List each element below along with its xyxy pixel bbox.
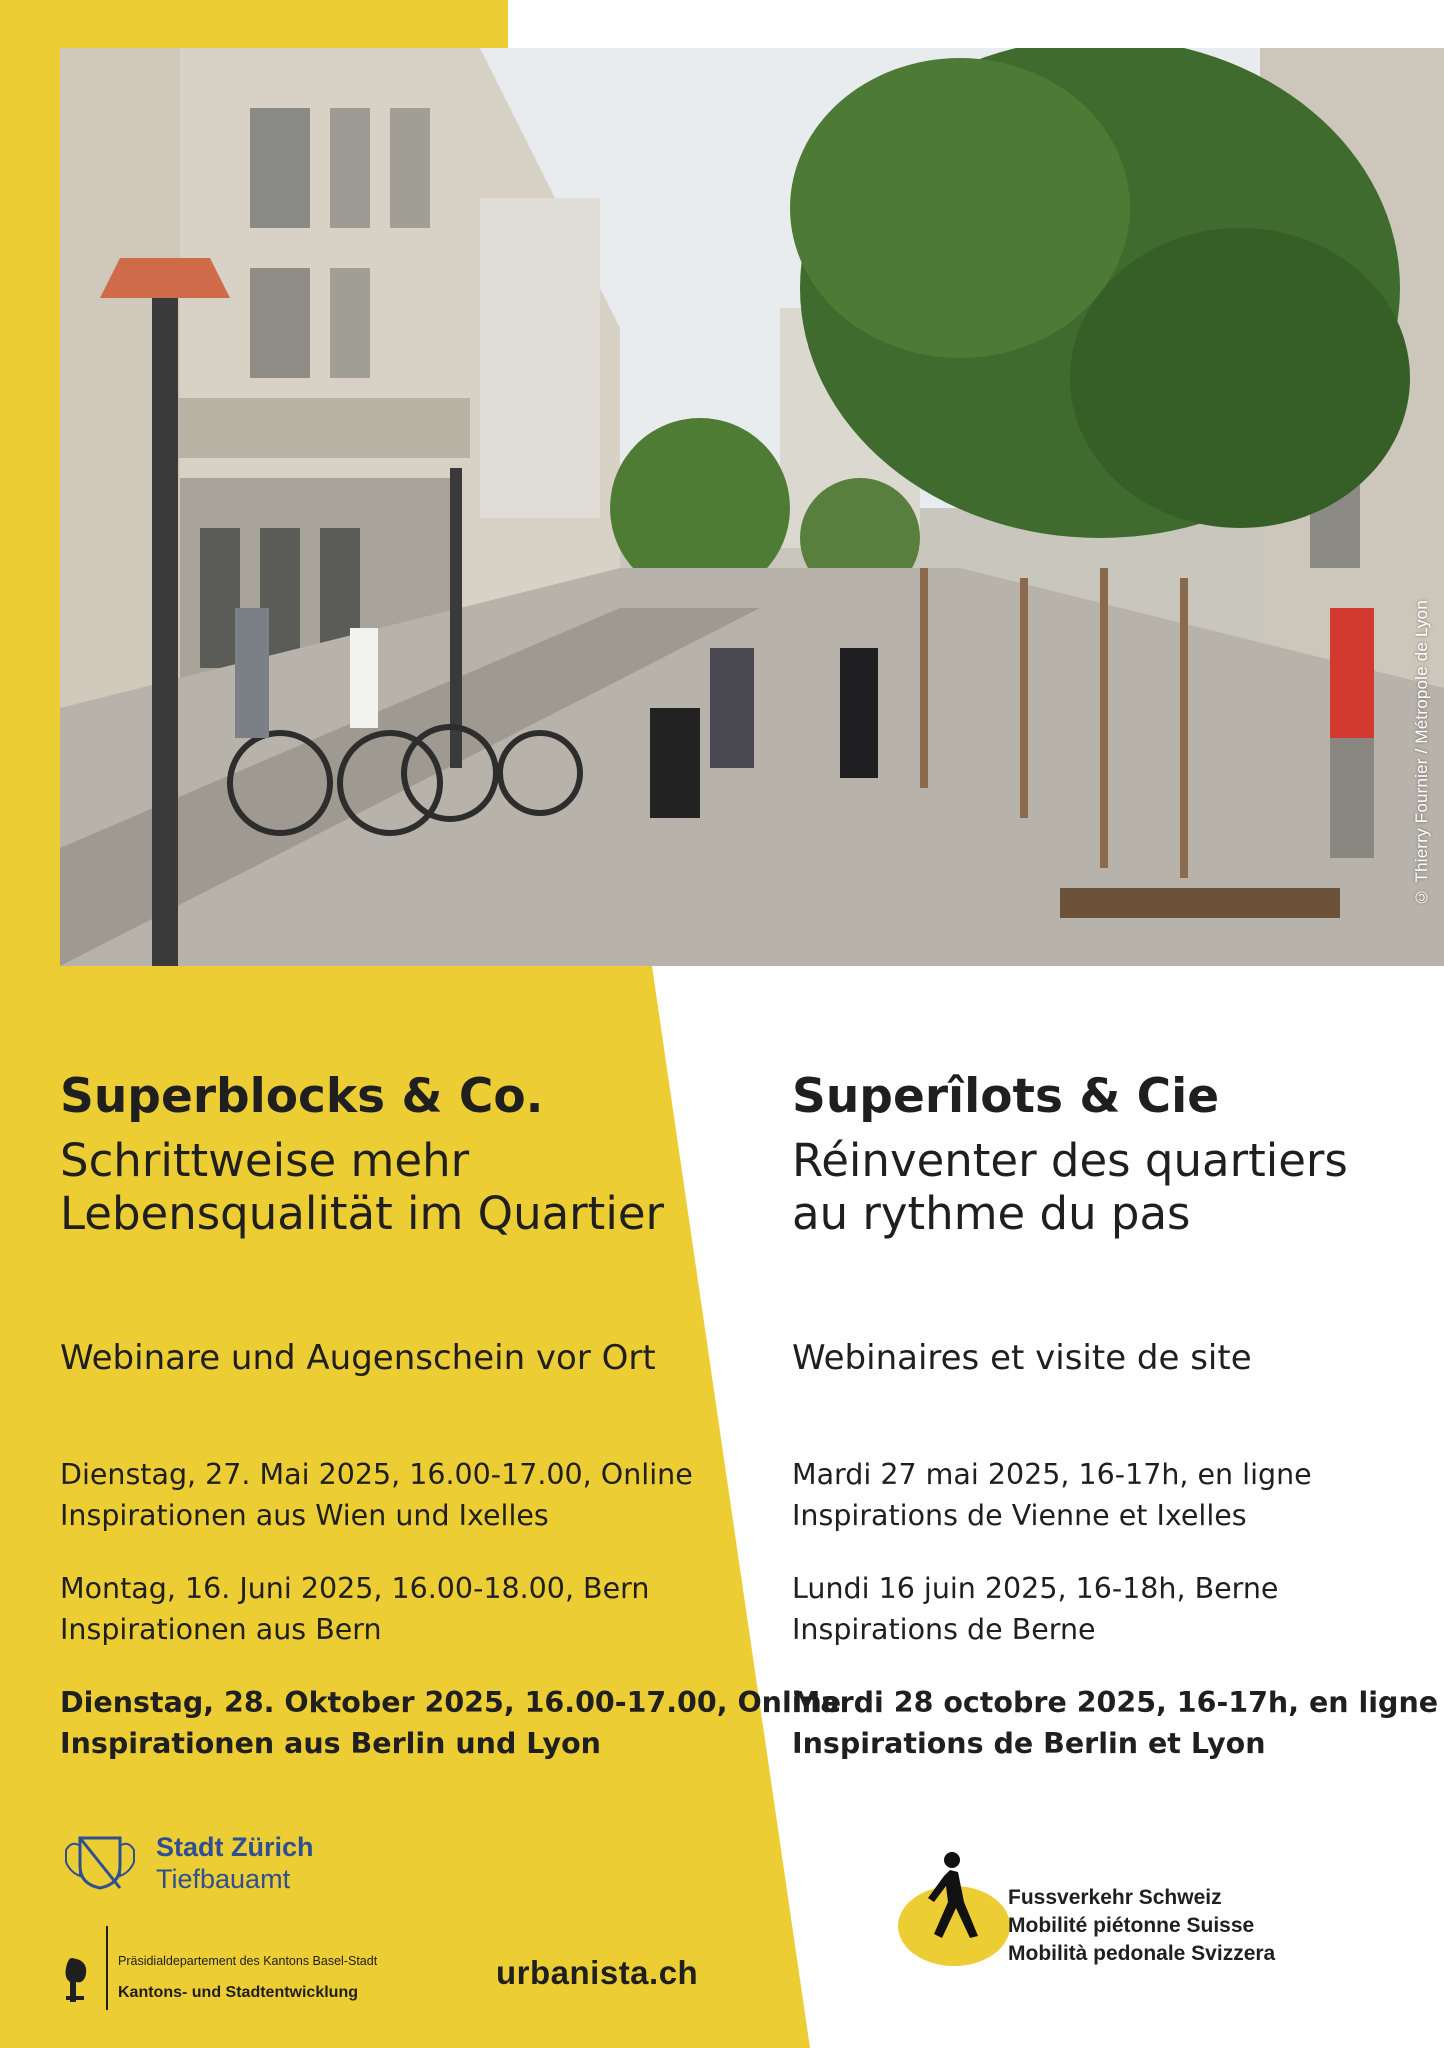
french-event-2 (792, 1568, 1278, 1650)
photo-credit: © Thierry Fournier / Métropole de Lyon (1412, 599, 1431, 906)
zurich-coat-of-arms-icon (60, 1832, 140, 1892)
fussverkehr-name-de: Fussverkehr Schweiz (1008, 1886, 1222, 1909)
fussverkehr-name-it: Mobilità pedonale Svizzera (1008, 1942, 1276, 1965)
german-event-2 (60, 1568, 649, 1650)
german-format: Webinare und Augenschein vor Ort (60, 1338, 656, 1378)
basel-department: Präsidialdepartement des Kantons Basel-Stadt (118, 1954, 378, 1968)
pedestrian-icon (894, 1846, 1024, 1966)
french-title: Superîlots & Cie (792, 1069, 1220, 1124)
german-event-1-date: Dienstag, 27. Mai 2025, 16.00-17.00, Online (60, 1458, 693, 1491)
german-event-3-date: Dienstag, 28. Oktober 2025, 16.00-17.00, Online (60, 1686, 842, 1719)
french-event-2-topic: Inspirations de Berne (792, 1613, 1096, 1646)
german-event-1-topic: Inspirationen aus Wien und Ixelles (60, 1499, 549, 1532)
german-event-1 (60, 1454, 693, 1536)
german-subtitle-line2: Lebensqualität im Quartier (60, 1187, 665, 1241)
basel-unit: Kantons- und Stadtentwicklung (118, 1984, 358, 2001)
german-event-3-topic: Inspirationen aus Berlin und Lyon (60, 1727, 601, 1760)
zurich-name: Stadt Zürich (156, 1832, 314, 1862)
german-subtitle-line1: Schrittweise mehr (60, 1134, 470, 1188)
french-event-3 (792, 1682, 1438, 1764)
fussverkehr-name-fr: Mobilité piétonne Suisse (1008, 1914, 1255, 1937)
basel-logo (60, 1926, 440, 2006)
fussverkehr-schweiz-logo (894, 1846, 1354, 1966)
german-event-2-date: Montag, 16. Juni 2025, 16.00-18.00, Bern (60, 1572, 650, 1605)
urbanista-logo: urbanista.ch (496, 1954, 699, 1991)
french-subtitle-line2: au rythme du pas (792, 1187, 1191, 1241)
french-event-2-date: Lundi 16 juin 2025, 16-18h, Berne (792, 1572, 1279, 1605)
french-heading-block (792, 1070, 1432, 1240)
street-photo (60, 48, 1444, 966)
stadt-zurich-logo (60, 1832, 360, 1896)
fussverkehr-names (1008, 1884, 1275, 1968)
german-event-3 (60, 1682, 841, 1764)
french-event-1-topic: Inspirations de Vienne et Ixelles (792, 1499, 1247, 1532)
french-event-3-topic: Inspirations de Berlin et Lyon (792, 1727, 1266, 1760)
french-event-3-date: Mardi 28 octobre 2025, 16-17h, en ligne (792, 1686, 1439, 1719)
french-subtitle (792, 1134, 1432, 1240)
german-title: Superblocks & Co. (60, 1069, 544, 1124)
basel-staff-icon (62, 1956, 92, 2004)
french-format: Webinaires et visite de site (792, 1338, 1252, 1378)
french-event-1-date: Mardi 27 mai 2025, 16-17h, en ligne (792, 1458, 1312, 1491)
german-heading-block (60, 1070, 740, 1240)
french-event-1 (792, 1454, 1312, 1536)
german-subtitle (60, 1134, 740, 1240)
french-subtitle-line1: Réinventer des quartiers (792, 1134, 1348, 1188)
zurich-department: Tiefbauamt (156, 1864, 291, 1894)
german-event-2-topic: Inspirationen aus Bern (60, 1613, 382, 1646)
basel-divider (106, 1926, 108, 2010)
